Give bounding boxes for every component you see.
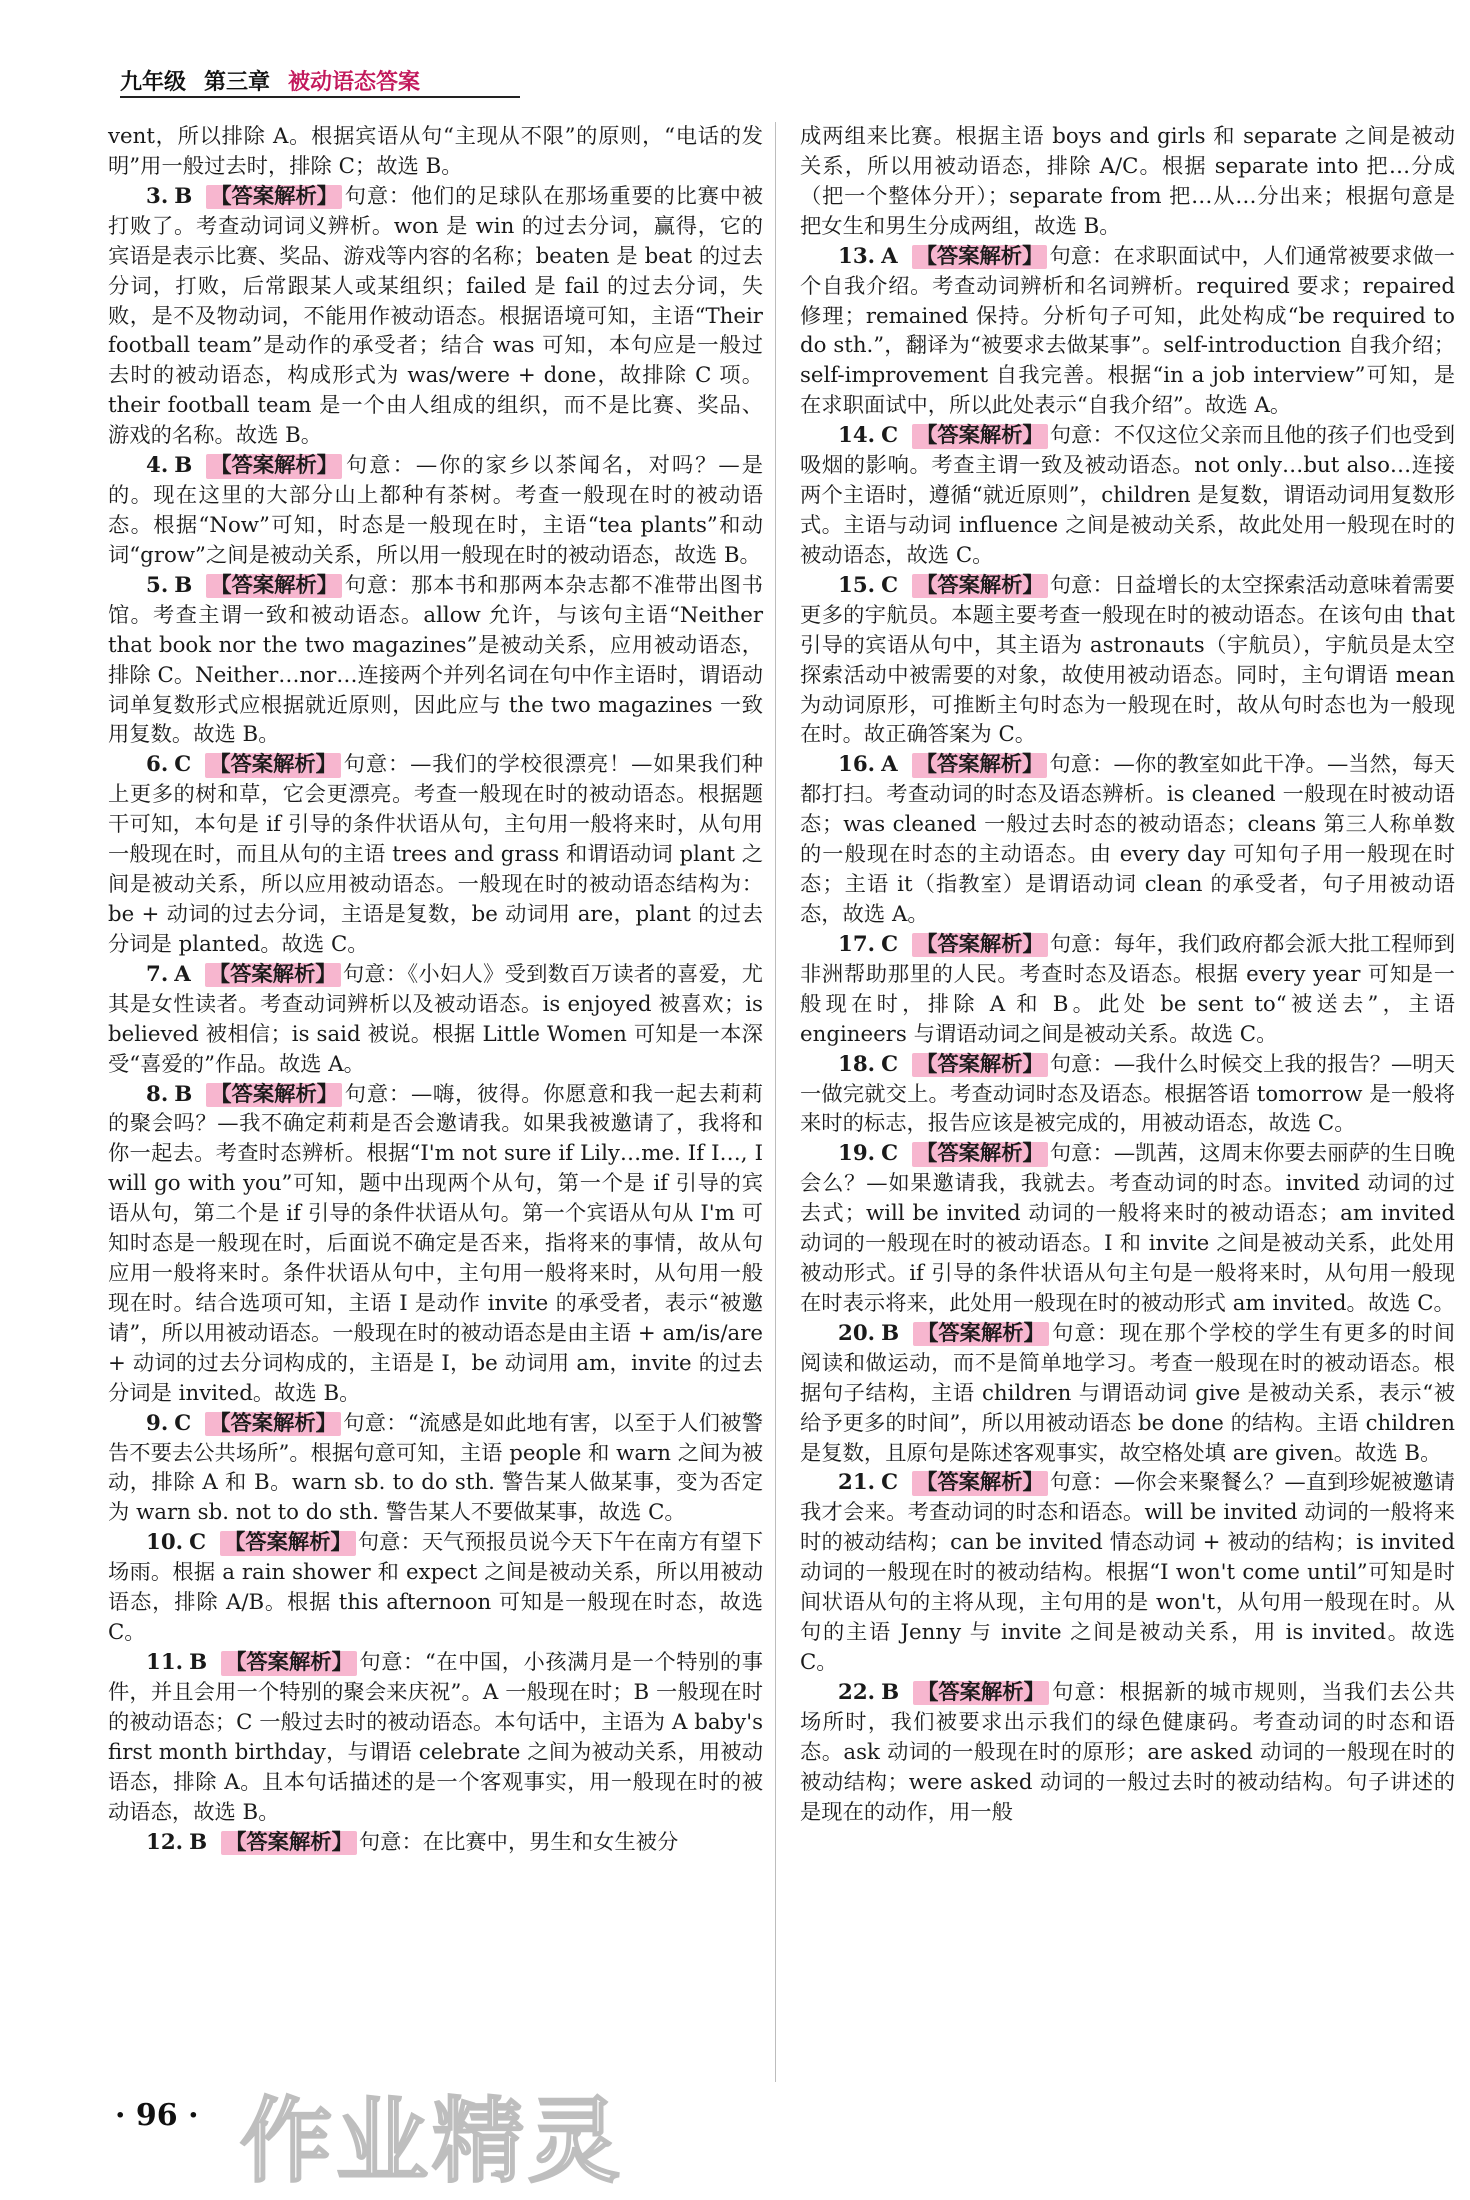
answer-item [800, 1319, 1455, 1469]
analysis-text: 句意：—我们的学校很漂亮！—如果我们种上更多的树和草，它会更漂亮。考查一般现在时的被动语态。根据题干可知，本句是 if 引导的条件状语从句，主句用一般将来时，从句用一般现在时，而且从句的主语 trees and grass 和谓语动词 plant 之间是被动关系，所以应用被动语态。一般现在时的被动语态结构为：be + 动词的过去分词，主语是复数，be 动词用 are，plant 的过去分词是 planted。故选 C。 [108, 752, 763, 957]
watermark-logo: 作业精灵 [240, 2088, 625, 2195]
answer-item [108, 1528, 763, 1648]
answer-item [108, 750, 763, 959]
answer-analysis-tag: 【答案解析】 [912, 424, 1048, 448]
question-number: 19. [838, 1141, 876, 1167]
question-number: 16. [838, 752, 876, 778]
answer-letter: A [174, 961, 191, 987]
question-number: 22. [838, 1679, 876, 1705]
answer-analysis-tag: 【答案解析】 [206, 454, 342, 478]
right-column [800, 122, 1455, 1828]
question-number: 9. [146, 1410, 169, 1436]
answer-item [108, 960, 763, 1080]
answer-item [800, 421, 1455, 571]
answer-letter: B [174, 453, 193, 479]
answer-item [800, 571, 1455, 751]
answer-letter: C [881, 423, 899, 449]
analysis-text: 句意：那本书和那两本杂志都不准带出图书馆。考查主谓一致和被动语态。allow 允许，与该句主语“Neither that book nor the two magazines”是被动关系，应用被动语态，排除 C。Neither…nor…连接两个并列名词在句中作主语时，谓语动词单复数形式应根据就近原则，因此应与 the two magazines 一致用复数。故选 B。 [108, 572, 763, 748]
answer-analysis-tag: 【答案解析】 [220, 1531, 356, 1555]
answer-analysis-tag: 【答案解析】 [912, 245, 1048, 269]
answer-item [108, 1409, 763, 1529]
answer-item [108, 571, 763, 751]
analysis-text: 句意：不仅这位父亲而且他的孩子们也受到吸烟的影响。考查主谓一致及被动语态。not only…but also…连接两个主语时，遵循“就近原则”，children 是复数，谓语动词用复数形式。主语与动词 influence 之间是被动关系，故此处用一般现在时的被动语态，故选 C。 [800, 423, 1455, 568]
question-number: 20. [838, 1320, 876, 1346]
answer-letter: C [174, 1410, 192, 1436]
answer-item [108, 1828, 763, 1858]
question-number: 18. [838, 1051, 876, 1077]
header-rule [120, 96, 520, 98]
question-number: 14. [838, 423, 876, 449]
answer-analysis-tag: 【答案解析】 [912, 1053, 1048, 1077]
answer-analysis-tag: 【答案解析】 [913, 1681, 1049, 1705]
question-number: 7. [146, 961, 169, 987]
answer-letter: B [189, 1829, 208, 1855]
answer-letter: C [881, 1141, 899, 1167]
answer-analysis-tag: 【答案解析】 [912, 574, 1048, 598]
answer-analysis-tag: 【答案解析】 [205, 753, 341, 777]
left-column [108, 122, 763, 1857]
answer-item [800, 1050, 1455, 1140]
answer-item [108, 182, 763, 451]
answer-item [108, 1080, 763, 1409]
answer-analysis-tag: 【答案解析】 [913, 1322, 1049, 1346]
answer-analysis-tag: 【答案解析】 [205, 963, 341, 987]
answer-analysis-tag: 【答案解析】 [221, 1651, 357, 1675]
answer-analysis-tag: 【答案解析】 [912, 1142, 1048, 1166]
answer-analysis-tag: 【答案解析】 [205, 1412, 341, 1436]
analysis-text: 句意：他们的足球队在那场重要的比赛中被打败了。考查动词词义辨析。won 是 win 的过去分词，赢得，它的宾语是表示比赛、奖品、游戏等内容的名称；beaten 是 beat 的过去分词，打败，后常跟某人或某组织；failed 是 fail 的过去分词，失败，是不及物动词，不能用作被动语态。根据语境可知，主语“Their football team”是动作的承受者；结合 was 可知，本句应是一般过去时的被动语态，构成形式为 was/were + done，故排除 C 项。their football team 是一个由人组成的组织，而不是比赛、奖品、游戏的名称。故选 B。 [108, 183, 763, 449]
header-chapter: 第三章 [204, 69, 271, 95]
analysis-text: 句意：日益增长的太空探索活动意味着需要更多的宇航员。本题主要考查一般现在时的被动语态。在该句由 that 引导的宾语从句中，其主语为 astronauts（宇航员），宇航员是太空探索活动中被需要的对象，故使用被动语态。同时，主句谓语 mean 为动词原形，可推断主句时态为一般现在时，故从句时态也为一般现在时。故正确答案为 C。 [800, 572, 1455, 748]
right-answer-list [800, 242, 1455, 1828]
answer-analysis-tag: 【答案解析】 [221, 1831, 357, 1855]
question-number: 21. [838, 1470, 876, 1496]
question-number: 8. [146, 1081, 169, 1107]
question-number: 13. [838, 243, 876, 269]
analysis-text: 句意：“在中国，小孩满月是一个特别的事件，并且会用一个特别的聚会来庆祝”。A 一般现在时；B 一般现在时的被动语态；C 一般过去时的被动语态。本句话中，主语为 A baby's first month birthday，与谓语 celebrate 之间为被动关系，用被动语态，排除 A。且本句话描述的是一个客观事实，用一般现在时的被动语态，故选 B。 [108, 1650, 763, 1825]
left-answer-list [108, 182, 763, 1858]
column-divider [775, 122, 776, 2082]
answer-letter: C [881, 1470, 899, 1496]
question-number: 4. [146, 453, 169, 479]
answer-analysis-tag: 【答案解析】 [912, 933, 1048, 957]
analysis-text: 句意：在比赛中，男生和女生被分 [358, 1829, 679, 1855]
question-number: 12. [146, 1829, 184, 1855]
question-number: 10. [146, 1530, 184, 1556]
analysis-text: 句意：—我什么时候交上我的报告？—明天一做完就交上。考查动词时态及语态。根据答语 tomorrow 是一般将来时的标志，报告应该是被完成的，用被动语态，故选 C。 [800, 1051, 1455, 1137]
answer-analysis-tag: 【答案解析】 [912, 753, 1048, 777]
header-title: 被动语态答案 [288, 69, 421, 95]
page-number: · 96 · [115, 2098, 199, 2133]
answer-analysis-tag: 【答案解析】 [206, 574, 342, 598]
answer-letter: C [881, 572, 899, 598]
analysis-text: 句意：现在那个学校的学生有更多的时间阅读和做运动，而不是简单地学习。考查一般现在时的被动语态。根据句子结构，主语 children 与谓语动词 give 是被动关系，表示“被给予更多的时间”，所以用被动语态 be done 的结构。主语 children 是复数，且原句是陈述客观事实，故空格处填 are given。故选 B。 [800, 1320, 1455, 1466]
answer-letter: B [881, 1679, 900, 1705]
answer-item [108, 451, 763, 571]
answer-item [800, 1139, 1455, 1319]
answer-item [800, 242, 1455, 422]
question-number: 5. [146, 572, 169, 598]
answer-letter: A [881, 243, 898, 269]
answer-item [800, 1468, 1455, 1677]
answer-letter: B [174, 572, 193, 598]
answer-item [800, 930, 1455, 1050]
question-number: 11. [146, 1650, 184, 1676]
page-header [120, 62, 420, 96]
answer-letter: A [881, 752, 898, 778]
analysis-text: 句意：—嗨，彼得。你愿意和我一起去莉莉的聚会吗？—我不确定莉莉是否会邀请我。如果我被邀请了，我将和你一起去。考查时态辨析。根据“I'm not sure if Lily…me. If I…, I will go with you”可知，题中出现两个从句，第一个是 if 引导的宾语从句，第二个是 if 引导的条件状语从句。第一个宾语从句从 I'm 可知时态是一般现在时，后面说不确定是否来，指将来的事情，故从句应用一般将来时。条件状语从句中，主句用一般将来时，从句用一般现在时。结合选项可知，主语 I 是动作 invite 的承受者，表示“被邀请”，所以用被动语态。一般现在时的被动语态是由主语 + am/is/are + 动词的过去分词构成的，主语是 I，be 动词用 am，invite 的过去分词是 invited。故选 B。 [108, 1081, 763, 1406]
analysis-text: 句意：在求职面试中，人们通常被要求做一个自我介绍。考查动词辨析和名词辨析。required 要求；repaired 修理；remained 保持。分析句子可知，此处构成“be required to do sth.”，翻译为“被要求去做某事”。self-introduction 自我介绍；self-improvement 自我完善。根据“in a job interview”可知，是在求职面试中，所以此处表示“自我介绍”。故选 A。 [800, 243, 1455, 419]
analysis-text: 句意：《小妇人》受到数百万读者的喜爱，尤其是女性读者。考查动词辨析以及被动语态。is enjoyed 被喜欢；is believed 被相信；is said 被说。根据 Little Women 可知是一本深受“喜爱的”作品。故选 A。 [108, 961, 763, 1077]
answer-letter: B [189, 1650, 208, 1676]
answer-item [800, 1678, 1455, 1828]
analysis-text: 句意：—凯茜，这周末你要去丽萨的生日晚会么？—如果邀请我，我就去。考查动词的时态。invited 动词的过去式；will be invited 动词的一般将来时的被动语态；am invited 动词的一般现在时的被动语态。I 和 invite 之间是被动关系，此处用被动形式。if 引导的条件状语从句主句是一般将来时，从句用一般现在时表示将来，此处用一般现在时的被动形式 am invited。故选 C。 [800, 1141, 1455, 1316]
answer-letter: C [881, 931, 899, 957]
left-column-intro: vent，所以排除 A。根据宾语从句“主现从不限”的原则，“电话的发明”用一般过去时，排除 C；故选 B。 [108, 124, 763, 179]
answer-item [800, 750, 1455, 930]
question-number: 17. [838, 931, 876, 957]
answer-item [108, 1648, 763, 1828]
answer-letter: B [174, 183, 193, 209]
answer-analysis-tag: 【答案解析】 [206, 185, 342, 209]
analysis-text: 句意：根据新的城市规则，当我们去公共场所时，我们被要求出示我们的绿色健康码。考查动词的时态和语态。ask 动词的一般现在时的原形；are asked 动词的一般现在时的被动结构；were asked 动词的一般过去时的被动结构。句子讲述的是现在的动作，用一般 [800, 1679, 1455, 1825]
analysis-text: 句意：—你的家乡以茶闻名，对吗？—是的。现在这里的大部分山上都种有茶树。考查一般现在时的被动语态。根据“Now”可知，时态是一般现在时，主语“tea plants”和动词“grow”之间是被动关系，所以用一般现在时的被动语态，故选 B。 [108, 453, 763, 568]
right-column-intro: 成两组来比赛。根据主语 boys and girls 和 separate 之间是被动关系，所以用被动语态，排除 A/C。根据 separate into 把…分成（把一个整体分开）；separate from 把…从…分出来；根据句意是把女生和男生分成两组，故选 B。 [800, 124, 1455, 239]
analysis-text: 句意：每年，我们政府都会派大批工程师到非洲帮助那里的人民。考查时态及语态。根据 every year 可知是一般现在时，排除 A 和 B。此处 be sent to“被送去”，主语 engineers 与谓语动词之间是被动关系。故选 C。 [800, 931, 1455, 1047]
question-number: 15. [838, 572, 876, 598]
header-grade: 九年级 [120, 69, 187, 95]
answer-letter: C [174, 752, 192, 778]
analysis-text: 句意：—你会来聚餐么？—直到珍妮被邀请我才会来。考查动词的时态和语态。will be invited 动词的一般将来时的被动结构；can be invited 情态动词 + 被动的结构；is invited 动词的一般现在时的被动结构。根据“I won't come until”可知是时间状语从句的主将从现，主句用的是 won't，从句用一般现在时。从句的主语 Jenny 与 invite 之间是被动关系，用 is invited。故选 C。 [800, 1470, 1455, 1676]
answer-analysis-tag: 【答案解析】 [206, 1083, 342, 1107]
answer-letter: B [881, 1320, 900, 1346]
answer-letter: C [189, 1530, 207, 1556]
question-number: 3. [146, 183, 169, 209]
analysis-text: 句意：“流感是如此地有害，以至于人们被警告不要去公共场所”。根据句意可知，主语 people 和 warn 之间为被动，排除 A 和 B。warn sb. to do sth. 警告某人做某事，变为否定为 warn sb. not to do sth. 警告某人不要做某事，故选 C。 [108, 1410, 763, 1526]
analysis-text: 句意：天气预报员说今天下午在南方有望下场雨。根据 a rain shower 和 expect 之间是被动关系，所以用被动语态，排除 A/B。根据 this afternoon 可知是一般现在时态，故选 C。 [108, 1530, 763, 1646]
answer-letter: C [881, 1051, 899, 1077]
analysis-text: 句意：—你的教室如此干净。—当然，每天都打扫。考查动词的时态及语态辨析。is cleaned 一般现在时被动语态；was cleaned 一般过去时态的被动语态；cleans 第三人称单数的一般现在时态的主动语态。由 every day 可知句子用一般现在时态；主语 it（指教室）是谓语动词 clean 的承受者，句子用被动语态，故选 A。 [800, 752, 1455, 927]
answer-analysis-tag: 【答案解析】 [912, 1471, 1048, 1495]
answer-letter: B [174, 1081, 193, 1107]
question-number: 6. [146, 752, 169, 778]
